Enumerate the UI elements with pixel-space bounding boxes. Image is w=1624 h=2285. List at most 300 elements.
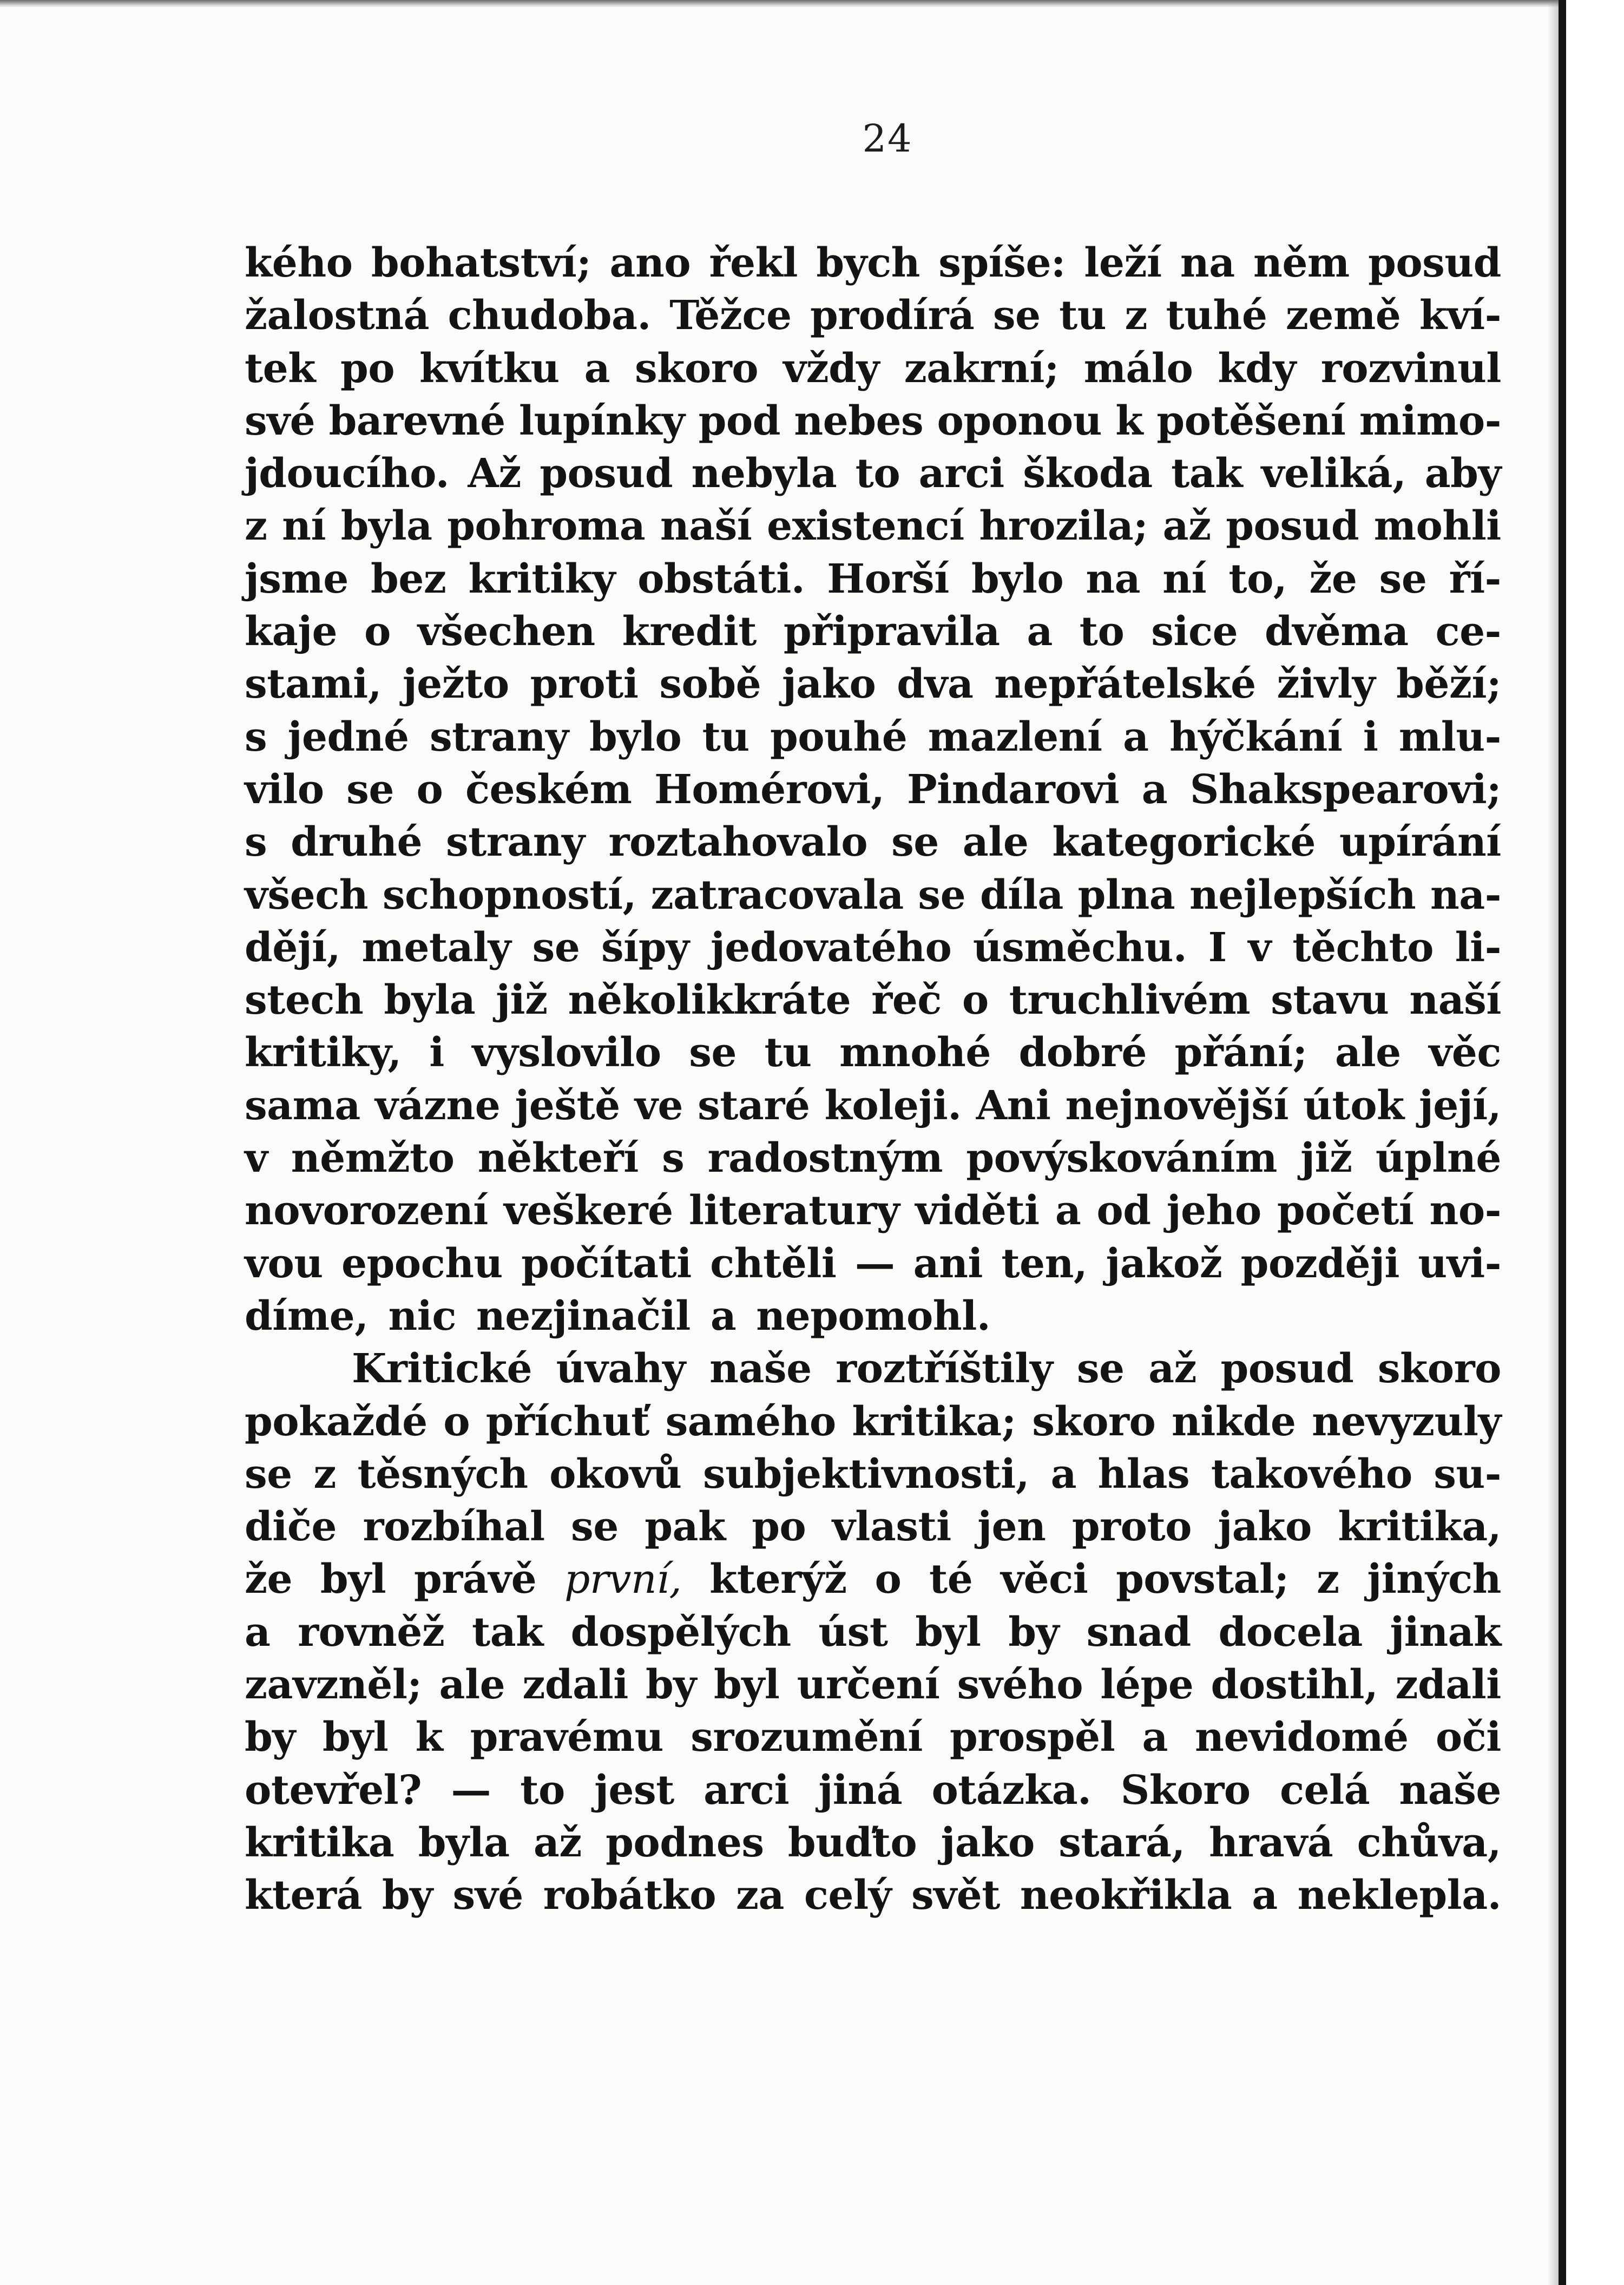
word: povstal; [1116,1556,1289,1603]
word: jeho [1166,1187,1261,1235]
word: chudoba. [448,292,651,339]
word: někteří [477,1135,639,1182]
word: jiných [1367,1556,1501,1603]
word: a [1027,608,1053,655]
word: díme, [245,1292,369,1340]
word: koleji. [824,1082,962,1129]
word: úst [818,1608,888,1656]
word: dostihl, [1211,1662,1378,1709]
word: veškeré [504,1187,673,1235]
word: že [1309,555,1357,602]
word: díla [979,871,1063,918]
word: bylo [589,713,682,760]
word: a [1050,1450,1077,1498]
word: bez [371,555,446,602]
text-line [245,1659,1501,1711]
word: pohroma [447,503,646,550]
word: početí [1277,1187,1414,1235]
word: právě [413,1556,537,1603]
page-binding-edge [1559,0,1566,2285]
word: to [1079,608,1125,655]
text-line [245,711,1501,764]
word: nepomohl. [756,1292,991,1340]
word: šípy [601,924,689,971]
word: I [1208,924,1227,971]
word: ježto [402,661,509,708]
word: žalostná [245,292,430,339]
word: byla [384,977,476,1024]
text-line [245,658,1501,711]
word: metaly [361,924,511,971]
word: kterýž [709,1556,847,1603]
word: by [1008,1608,1059,1656]
word: pod [698,397,781,444]
word: nebyla [691,450,837,497]
word: stami, [245,661,382,708]
word: od [1096,1187,1151,1235]
word: přání; [1174,1029,1307,1076]
text-line [245,1290,1501,1343]
word: živly [1277,661,1376,708]
word: a [710,1292,737,1340]
word: tu [702,713,749,760]
word: o [962,977,989,1024]
text-line [245,1238,1501,1290]
word: to, [1228,555,1287,602]
page-gutter-shadow [1548,0,1559,2285]
word: po [340,345,395,392]
word: proti [530,661,639,708]
word: mnohé [839,1029,991,1076]
word: podnes [606,1819,764,1866]
word: Homérovi, [654,766,885,813]
word: buďto [787,1819,917,1866]
word: hýčkání [1169,713,1343,760]
word: leží [1084,240,1162,286]
word: všechen [417,608,595,655]
text-line [245,606,1501,658]
word: by [646,1662,696,1709]
word: byl [322,1714,389,1761]
word: ce- [1435,608,1501,655]
word: hlas [1097,1450,1190,1498]
word: se [571,1503,619,1551]
word: li- [1455,924,1501,971]
word: barevné [328,397,505,444]
word: skoro [635,345,759,392]
word: oči [1435,1714,1501,1761]
word: vlasti [832,1503,951,1551]
body-text [245,237,1501,1922]
word: kategorické [1052,819,1316,866]
word: ten, [1001,1240,1088,1287]
word: to [520,1767,565,1814]
word: zdali [522,1662,628,1709]
word: zatracovala [650,871,904,918]
word: ale [439,1662,505,1709]
word: pak [645,1503,726,1551]
word: subjektivnosti, [702,1450,1029,1498]
word: tu [764,1029,812,1076]
word: nevyzuly [1312,1398,1501,1445]
word: svého [957,1662,1083,1709]
word: o [364,608,391,655]
word: kredit [622,608,757,655]
text-line [245,1764,1501,1817]
text-line [245,1027,1501,1079]
word: nejnovější [1065,1082,1289,1129]
text-line [245,1396,1501,1448]
word: dva [897,661,974,708]
word: již [1300,1135,1352,1182]
word: jako [1218,1503,1312,1551]
text-line [245,1869,1501,1922]
word: něm [1253,240,1350,286]
word: se [918,871,966,918]
word: staré [698,1082,810,1129]
word: lupínky [519,397,685,444]
text-line [245,1606,1501,1659]
word: a [1142,1714,1168,1761]
word: Kritické [352,1345,532,1393]
word: existencí [767,503,964,550]
word: úvahy [556,1345,686,1393]
word: povýskováním [966,1135,1277,1182]
word: docela [1218,1608,1363,1656]
word: mohli [1373,503,1501,550]
word: se [245,1450,292,1498]
word: tuhé [1166,292,1267,339]
word: kritika [245,1819,395,1866]
word: roztříštily [836,1345,1053,1393]
word: jedovatého [711,924,952,971]
word: arci [703,1767,790,1814]
word: úplné [1375,1135,1501,1182]
text-line [245,448,1501,500]
word: a [1252,1872,1278,1919]
word: posud [540,450,673,497]
word: vyslovilo [472,1029,661,1076]
word: věci [1001,1556,1088,1603]
word: a [584,345,610,392]
text-line [245,1501,1501,1553]
word: strany [430,713,569,760]
word: věc [1429,1029,1501,1076]
word: viděti [915,1187,1040,1235]
word: na [1086,555,1141,602]
word: takového [1211,1450,1412,1498]
word: byla [340,503,432,550]
word: naše [709,1345,812,1393]
word: rovněž [298,1608,445,1656]
text-line [245,500,1501,553]
word: stará, [1058,1819,1185,1866]
word: skoro [1032,1398,1156,1445]
word: nikde [1171,1398,1296,1445]
word: z [1317,1556,1339,1603]
word: Skoro [1120,1767,1251,1814]
word: se [689,1029,737,1076]
text-line [245,1185,1501,1237]
word: schopností, [382,871,636,918]
word: že [245,1556,293,1603]
word: nepřátelské [994,661,1256,708]
word: o [875,1556,902,1603]
text-line [245,553,1501,606]
word: diče [245,1503,337,1551]
word: její, [1418,1082,1501,1129]
word: jinak [1390,1608,1501,1656]
word: naše [1399,1767,1501,1814]
word: hravá [1209,1819,1333,1866]
word: jdoucího. [245,450,449,497]
word: plna [1077,871,1175,918]
word: českém [465,766,632,813]
word: se [346,766,394,813]
word: to [855,450,900,497]
word: jako [941,1819,1035,1866]
word: uvi- [1418,1240,1501,1287]
word: su- [1434,1450,1501,1498]
word: úsměchu. [972,924,1187,971]
word: v [1248,924,1271,971]
word: vilo [245,766,324,813]
word: ří- [1449,555,1501,602]
word: bych [816,240,920,286]
word: chůva, [1357,1819,1501,1866]
word: tek [245,345,316,392]
word: sice [1151,608,1238,655]
word: až [533,1819,582,1866]
text-line [245,1817,1501,1869]
text-line [245,395,1501,448]
word: pouhé [770,713,908,760]
text-line [245,816,1501,869]
word: ještě [515,1082,620,1129]
word: ní [282,503,326,550]
word: posud [1368,240,1501,286]
word: vázne [374,1082,501,1129]
scan-margin [1566,0,1624,2285]
word: k [415,1714,443,1761]
word: celá [1279,1767,1370,1814]
word: řekl [709,240,798,286]
word: připravila [783,608,1000,655]
word: — [854,1240,895,1287]
word: běží; [1396,661,1501,708]
word: nebes [794,397,924,444]
word: z [1125,292,1148,339]
word: pravému [470,1714,663,1761]
word: rozvinul [1320,345,1501,392]
word: by [382,1872,433,1919]
word: potěšení [1156,397,1346,444]
word: druhé [291,819,423,866]
word: lépe [1100,1662,1194,1709]
word: no- [1429,1187,1501,1235]
word: země [1285,292,1401,339]
word: roztahovalo [608,819,868,866]
word: naší [660,503,752,550]
word: řeč [871,977,942,1024]
word: tak [472,1608,543,1656]
word: dvěma [1265,608,1409,655]
word: o [443,1398,470,1445]
word: ale [1335,1029,1401,1076]
word: proto [1071,1503,1192,1551]
word: své [452,1872,523,1919]
word: k [1115,397,1143,444]
word: byl [714,1662,780,1709]
word: z [313,1450,336,1498]
word: upírání [1339,819,1501,866]
word: kritika; [852,1398,1016,1445]
word: — [451,1767,491,1814]
word: mimo- [1359,397,1501,444]
word: truchlivém [1009,977,1251,1024]
word: jakož [1106,1240,1222,1287]
word: po [752,1503,806,1551]
word: dějí, [245,924,340,971]
word: Ani [976,1082,1051,1129]
word: své [245,397,315,444]
word: se [1076,1345,1125,1393]
word: Pindarovi [906,766,1120,813]
text-line [245,343,1501,395]
text-line [245,290,1501,342]
word: až [1148,1345,1197,1393]
word: se [891,819,939,866]
word: o [416,766,443,813]
word: Těžce [669,292,792,339]
word: prospěl [950,1714,1115,1761]
word: jen [977,1503,1046,1551]
word: s [662,1135,685,1182]
word: zakrní; [904,345,1059,392]
word: dospělých [570,1608,791,1656]
word: i [429,1029,444,1076]
word: z [245,503,267,550]
word: až [1162,503,1211,550]
word: jsme [245,555,349,602]
word: vždy [783,345,879,392]
word: nezjinačil [476,1292,691,1340]
word: oponou [937,397,1102,444]
word: kritika, [1338,1503,1501,1551]
word: chtěli [710,1240,837,1287]
word: jest [594,1767,674,1814]
word: a [1123,713,1149,760]
word: a [1141,766,1168,813]
text-line [245,869,1501,922]
word: která [245,1872,362,1919]
word: příchuť [485,1398,649,1445]
word: útok [1303,1082,1404,1129]
page-number: 24 [862,116,913,161]
word: všech [245,871,369,918]
text-line [245,922,1501,974]
word: samého [665,1398,836,1445]
word: kritiky, [245,1029,402,1076]
word: ní [1162,555,1207,602]
page-top-edge [0,0,1564,8]
word: stech [245,977,364,1024]
word: srozumění [691,1714,923,1761]
word: novorození [245,1187,488,1235]
word: vou [245,1240,323,1287]
word: literatury [688,1187,900,1235]
word: ale [962,819,1029,866]
word: později [1240,1240,1399,1287]
word: kvítku [419,345,560,392]
word: zavzněl; [245,1662,422,1709]
word: nejlepších [1189,871,1416,918]
word: několikkráte [568,977,851,1024]
word: se [532,924,580,971]
word: neokřikla [1020,1872,1232,1919]
word: jedné [287,713,409,760]
word: na [1180,240,1235,286]
word: svět [911,1872,1000,1919]
text-line [245,1343,1501,1395]
word: s [245,819,267,866]
word: za [735,1872,784,1919]
word: tu [1059,292,1107,339]
word: tak [1171,450,1243,497]
word: té [929,1556,973,1603]
word: byl [915,1608,981,1656]
word: rozbíhal [363,1503,545,1551]
word: obstáti. [637,555,805,602]
word: sama [245,1082,360,1129]
word: kaje [245,608,338,655]
word: otázka. [931,1767,1092,1814]
text-line [245,974,1501,1027]
word: mazlení [928,713,1102,760]
word: arci [918,450,1004,497]
word: v [245,1135,268,1182]
word: Horší [827,555,949,602]
word: s [245,713,267,760]
word: i [1363,713,1378,760]
word: určení [797,1662,940,1709]
word: robátko [543,1872,716,1919]
word: posud [1220,1345,1354,1393]
word: okovů [549,1450,682,1498]
text-line [245,1132,1501,1185]
word: první, [564,1556,682,1603]
word: málo [1083,345,1193,392]
word: stavu [1271,977,1389,1024]
word: těsných [357,1450,528,1498]
word: sobě [659,661,761,708]
word: posud [1226,503,1359,550]
word: a [245,1608,271,1656]
word: kritiky [468,555,615,602]
word: nevidomé [1195,1714,1409,1761]
word: by [245,1714,295,1761]
word: kdy [1218,345,1296,392]
word: a [1055,1187,1081,1235]
word: dobré [1018,1029,1147,1076]
word: bylo [971,555,1064,602]
text-line [245,1553,1501,1606]
word: jiná [818,1767,903,1814]
word: otevřel? [245,1767,422,1814]
word: snad [1086,1608,1191,1656]
word: kví- [1419,292,1501,339]
word: počítati [521,1240,692,1287]
